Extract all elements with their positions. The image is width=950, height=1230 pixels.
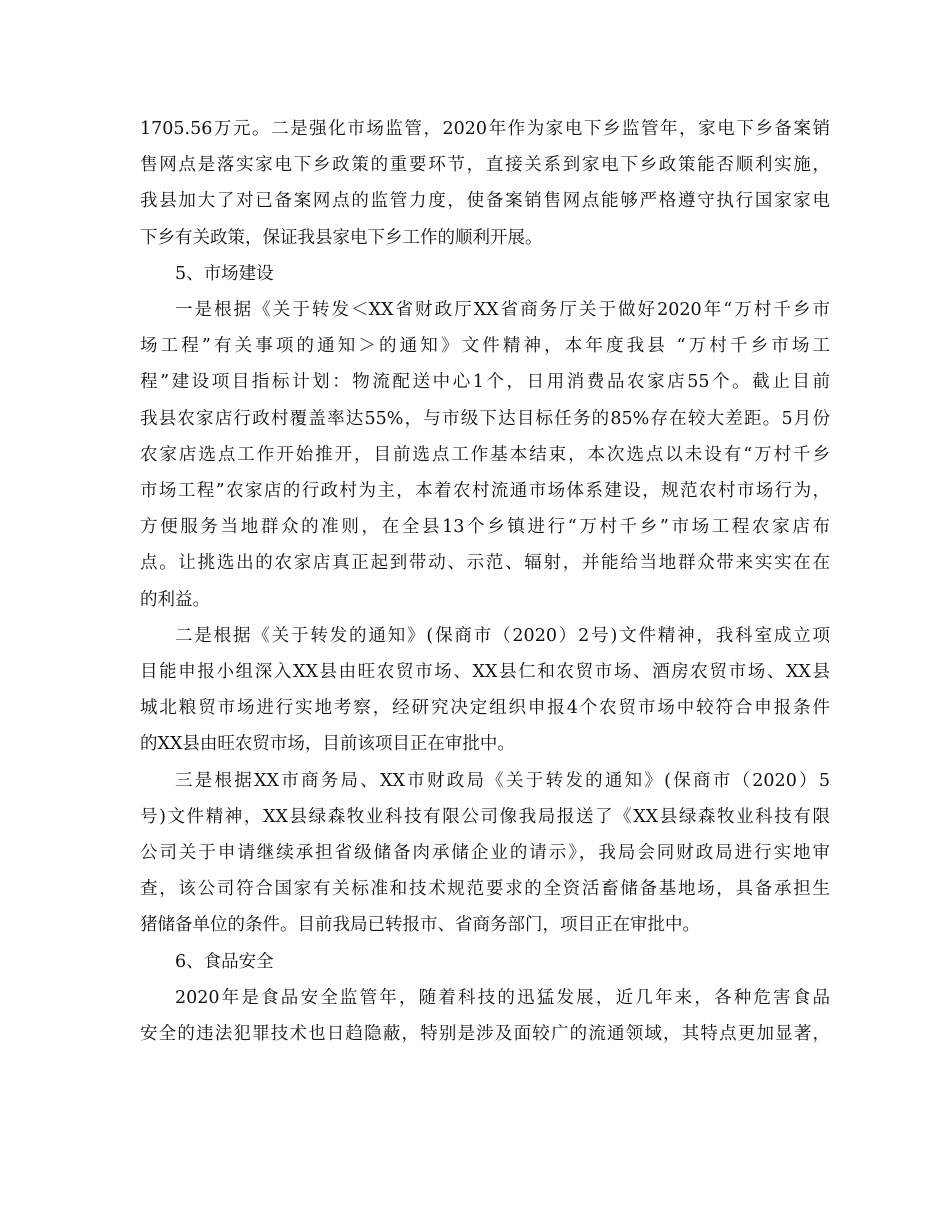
text-line: 一是根据《关于转发＜XX省财政厅XX省商务厅关于做好2020年“万村千乡市 bbox=[175, 300, 830, 320]
text-line: 5、市场建设 bbox=[175, 263, 274, 284]
text-line: 二是根据《关于转发的通知》(保商市（2020）2号)文件精神，我科室成立项 bbox=[175, 625, 830, 646]
text-line: 方便服务当地群众的准则，在全县13个乡镇进行“万村千乡”市场工程农家店布 bbox=[140, 517, 830, 538]
text-line: 猪储备单位的条件。目前我局已转报市、省商务部门，项目正在审批中。 bbox=[140, 915, 700, 936]
text-line: 市场工程”农家店的行政村为主，本着农村流通市场体系建设，规范农村市场行为， bbox=[140, 481, 830, 501]
text-line: 三是根据XX市商务局、XX市财政局《关于转发的通知》(保商市（2020）5 bbox=[175, 770, 830, 791]
text-line: 下乡有关政策，保证我县家电下乡工作的顺利开展。 bbox=[140, 227, 543, 248]
text-line: 点。让挑选出的农家店真正起到带动、示范、辐射，并能给当地群众带来实实在在 bbox=[140, 553, 830, 574]
text-line: 号)文件精神，XX县绿森牧业科技有限公司像我局报送了《XX县绿森牧业科技有限 bbox=[140, 806, 830, 827]
text-line: 1705.56万元。二是强化市场监管，2020年作为家电下乡监管年，家电下乡备案销 bbox=[140, 119, 830, 139]
text-line: 农家店选点工作开始推开，目前选点工作基本结束，本次选点以未设有“万村千乡 bbox=[140, 444, 830, 465]
text-line: 公司关于申请继续承担省级储备肉承储企业的请示》，我局会同财政局进行实地审 bbox=[140, 843, 830, 863]
text-line: 查，该公司符合国家有关标准和技术规范要求的全资活畜储备基地场，具备承担生 bbox=[140, 879, 830, 900]
text-line: 我县农家店行政村覆盖率达55%，与市级下达目标任务的85%存在较大差距。5月份 bbox=[140, 408, 830, 429]
text-line: 2020年是食品安全监管年，随着科技的迅猛发展，近几年来，各种危害食品 bbox=[175, 987, 830, 1008]
text-line: 安全的违法犯罪技术也日趋隐蔽，特别是涉及面较广的流通领域，其特点更加显著， bbox=[140, 1024, 830, 1044]
text-line: 城北粮贸市场进行实地考察，经研究决定组织申报4个农贸市场中较符合申报条件 bbox=[140, 698, 830, 719]
text-line: 目能申报小组深入XX县由旺农贸市场、XX县仁和农贸市场、酒房农贸市场、XX县 bbox=[140, 662, 830, 682]
text-line: 6、食品安全 bbox=[175, 951, 274, 972]
text-line: 的XX县由旺农贸市场，目前该项目正在审批中。 bbox=[140, 734, 515, 755]
text-line: 的利益。 bbox=[140, 589, 210, 610]
text-line: 程”建设项目指标计划：物流配送中心1个，日用消费品农家店55个。截止目前 bbox=[140, 372, 830, 393]
text-line: 我县加大了对已备案网点的监管力度，使备案销售网点能够严格遵守执行国家家电 bbox=[140, 191, 830, 212]
text-line: 场工程”有关事项的通知＞的通知》文件精神，本年度我县 “万村千乡市场工 bbox=[140, 336, 830, 357]
text-line: 售网点是落实家电下乡政策的重要环节，直接关系到家电下乡政策能否顺利实施， bbox=[140, 155, 830, 176]
